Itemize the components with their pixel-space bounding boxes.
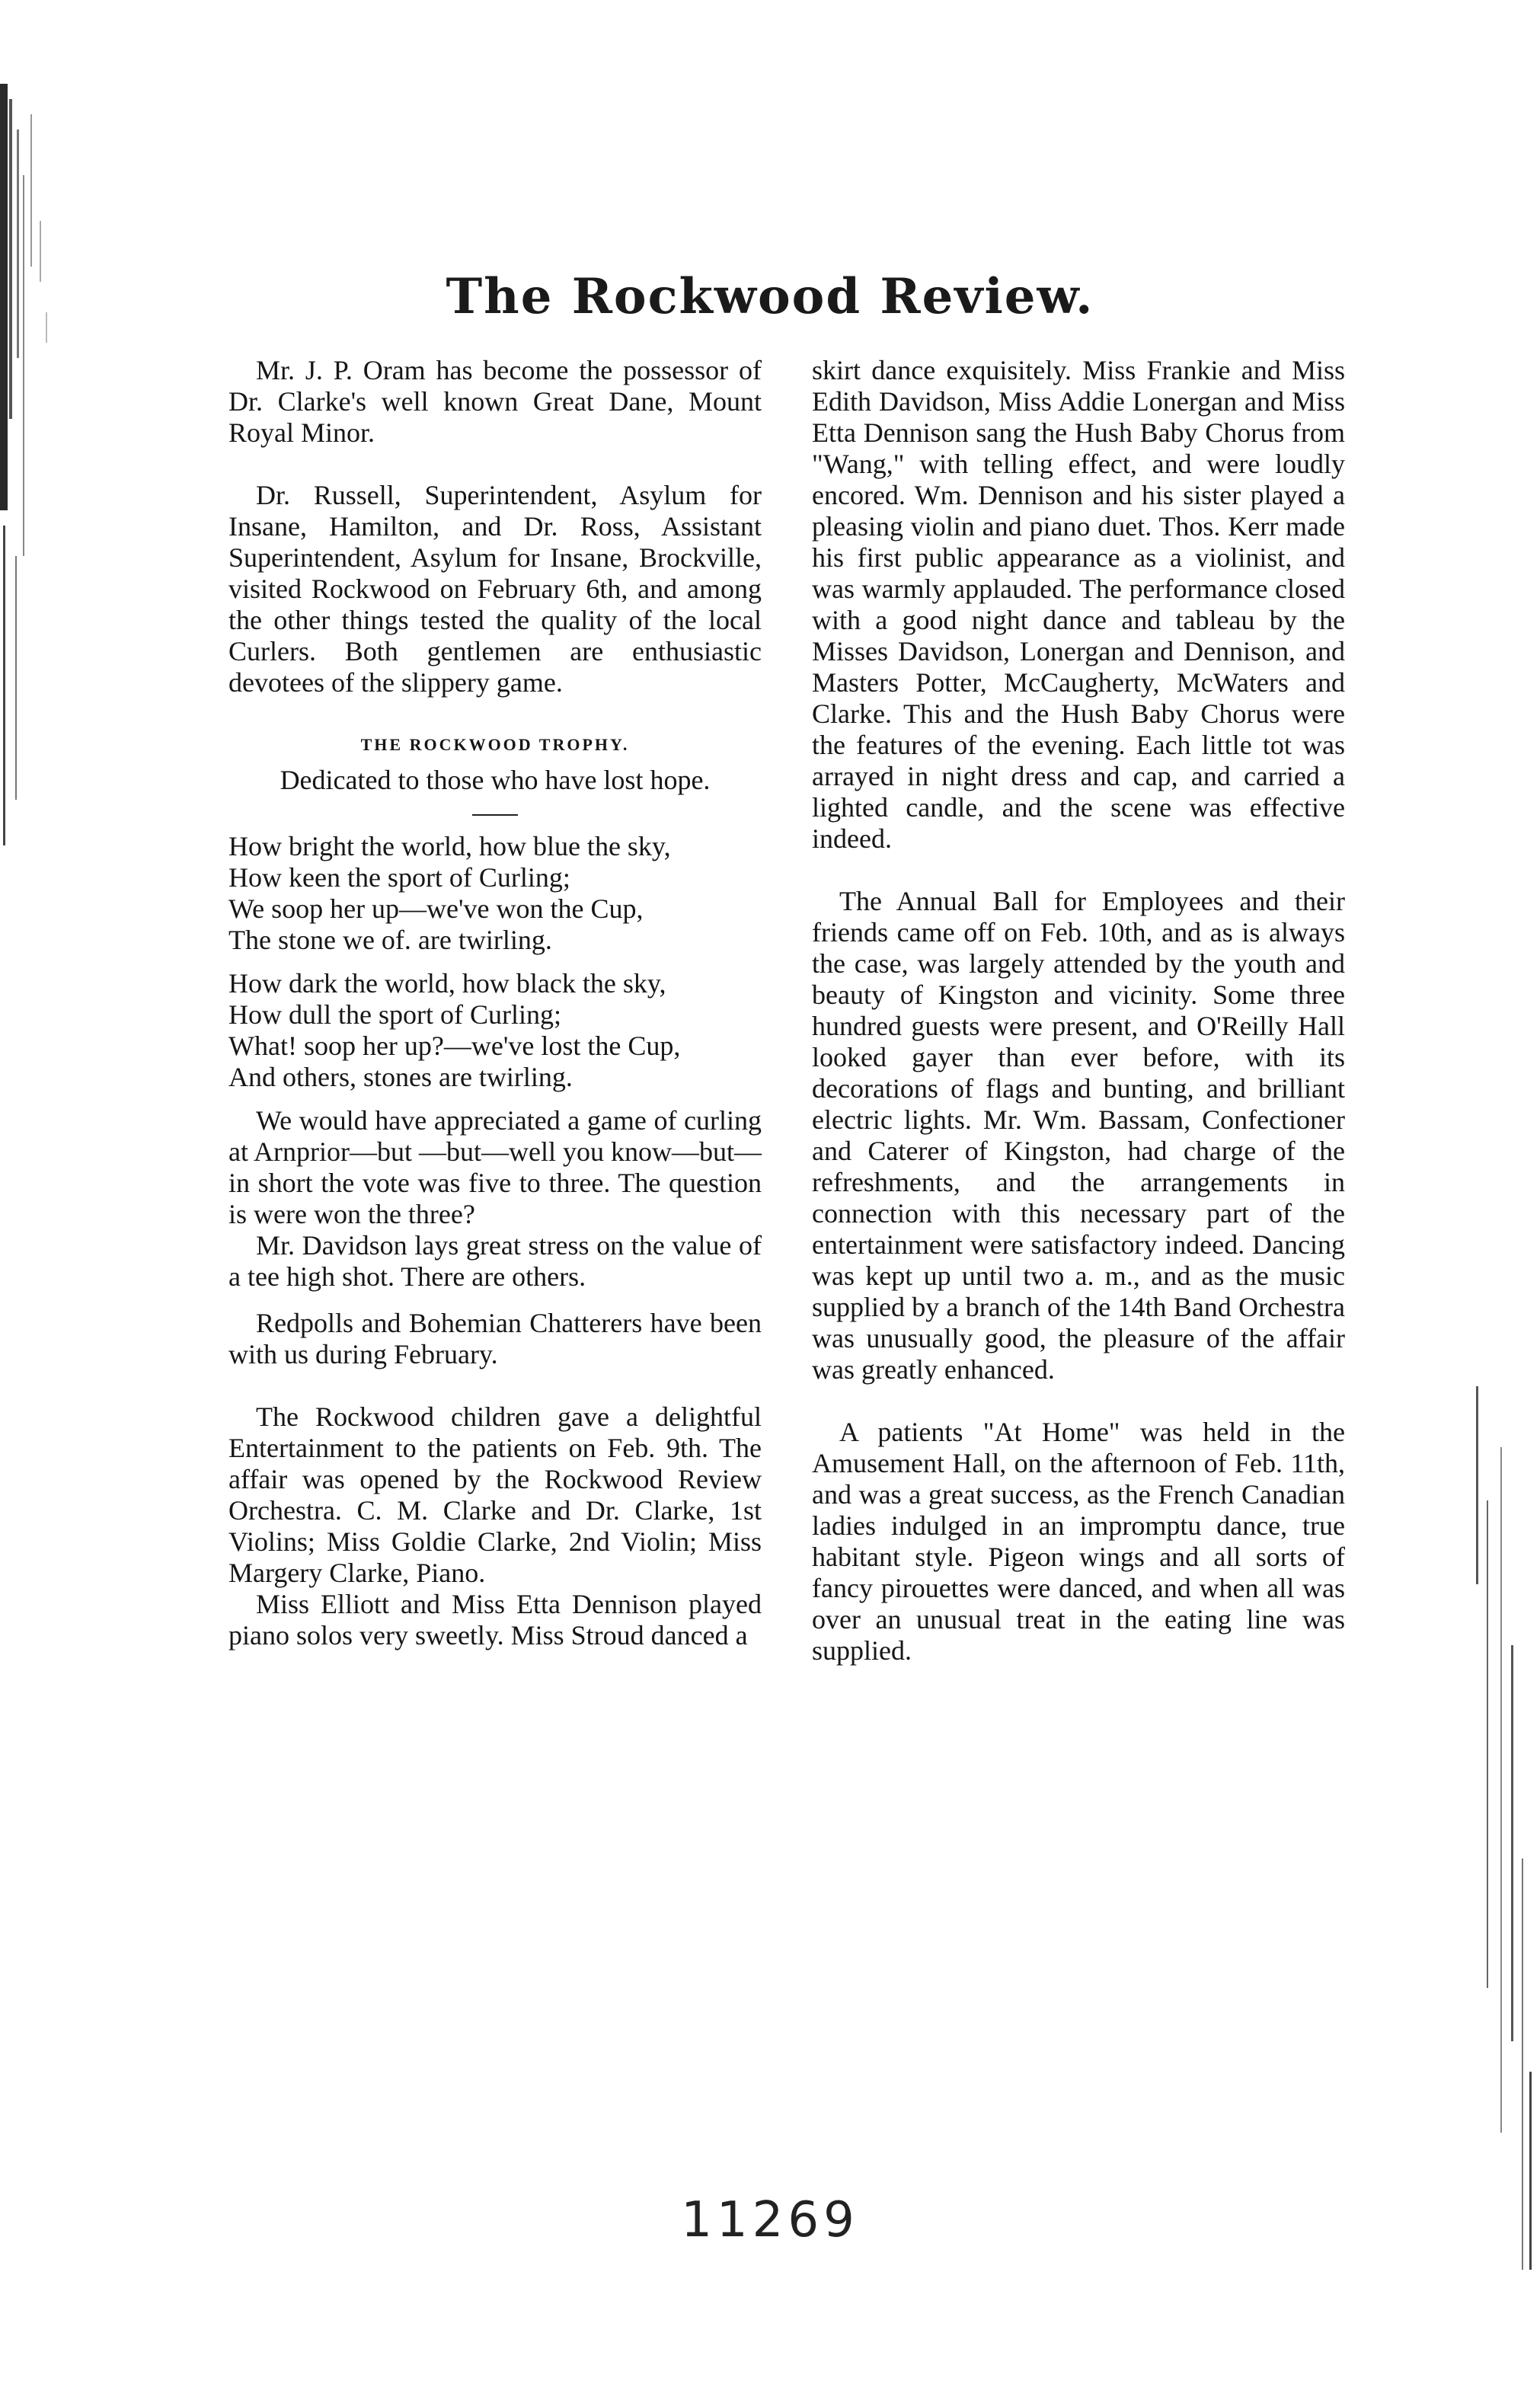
- poem-line: The stone we of. are twirling.: [228, 925, 552, 955]
- masthead-title: The Rockwood Review.: [446, 268, 1094, 325]
- poem-line: How dull the sport of Curling;: [228, 999, 561, 1030]
- poem-line: What! soop her up?—we've lost the Cup,: [228, 1031, 681, 1061]
- poem-line: And others, stones are twirling.: [228, 1062, 573, 1092]
- page-number: 11269: [681, 2192, 859, 2248]
- article-children: The Rockwood children gave a delightful Entertainment to the patients on Feb. 9th. The affair was opened by the Rockwood Review Orchestra. C. M. Clarke and Dr. Clarke, 1st Violins; Miss Goldie Clarke, 2nd Violin; Miss Margery Clarke, Piano.: [228, 1401, 762, 1588]
- left-column: [228, 355, 762, 1651]
- poem-line: How keen the sport of Curling;: [228, 862, 570, 893]
- scan-edge-right: [1453, 1386, 1537, 2285]
- article-skirt-dance: skirt dance exquisitely. Miss Frankie and Miss Edith Davidson, Miss Addie Lonergan and Miss Etta Dennison sang the Hush Baby Chorus from "Wang," with telling effect, and were loudly encored. Wm. Dennison and his sister played a pleasing violin and piano duet. Thos. Kerr made his first public appearance as a violinist, and was warmly applauded. The performance closed with a good night dance and tableau by the Misses Davidson, Lonergan and Dennison, and Masters Potter, McCaugherty, McWaters and Clarke. This and the Hush Baby Chorus were the features of the evening. Each little tot was arrayed in night dress and cap, and carried a lighted candle, and the scene was effective indeed.: [812, 355, 1345, 854]
- poem-line: How dark the world, how black the sky,: [228, 968, 666, 999]
- article-annual-ball: The Annual Ball for Employees and their friends came off on Feb. 10th, and as is always the case, was largely attended by the youth and beauty of Kingston and vicinity. Some three hundred guests were present, and O'Reilly Hall looked gayer than ever before, with its decorations of flags and bunting, and brilliant electric lights. Mr. Wm. Bassam, Confectioner and Caterer of Kingston, had charge of the refreshments, and the arrangements in connection with this necessary part of the entertainment were satisfactory indeed. Dancing was kept up until two a. m., and as the music supplied by a branch of the 14th Band Orchestra was unusually good, the pleasure of the affair was greatly enhanced.: [812, 886, 1345, 1385]
- article-at-home: A patients "At Home" was held in the Amusement Hall, on the afternoon of Feb. 11th, and was a great success, as the French Canadian ladies indulged in an impromptu dance, true habitant style. Pigeon wings and all sorts of fancy pirouettes were danced, and when all was over an unusual treat in the eating line was supplied.: [812, 1417, 1345, 1666]
- poem-line: We soop her up—we've won the Cup,: [228, 893, 644, 924]
- article-redpolls: Redpolls and Bohemian Chatterers have been with us during February.: [228, 1308, 762, 1369]
- poem-stanza-1: [228, 831, 762, 956]
- poem-line: How bright the world, how blue the sky,: [228, 831, 671, 861]
- divider-rule: [472, 814, 518, 816]
- article-davidson: Mr. Davidson lays great stress on the value of a tee high shot. There are others.: [228, 1230, 762, 1292]
- article-oram: Mr. J. P. Oram has become the possessor of Dr. Clarke's well known Great Dane, Mount Royal Minor.: [228, 355, 762, 448]
- article-elliott: Miss Elliott and Miss Etta Dennison played piano solos very sweetly. Miss Stroud danced a: [228, 1589, 762, 1651]
- poem-stanza-2: [228, 968, 762, 1093]
- poem-heading: THE ROCKWOOD TROPHY.: [360, 735, 630, 754]
- article-arnprior: We would have appreciated a game of curling at Arnprior—but —but—well you know—but—in short the vote was five to three. The question is were won the three?: [228, 1105, 762, 1229]
- article-russell: Dr. Russell, Superintendent, Asylum for Insane, Hamilton, and Dr. Ross, Assistant Superintendent, Asylum for Insane, Brockville, visited Rockwood on February 6th, and among the other things tested the quality of the local Curlers. Both gentlemen are enthusiastic devotees of the slippery game.: [228, 480, 762, 698]
- right-column: [812, 355, 1345, 1667]
- poem-dedication: Dedicated to those who have lost hope.: [280, 765, 711, 795]
- scan-edge-left: [0, 84, 59, 868]
